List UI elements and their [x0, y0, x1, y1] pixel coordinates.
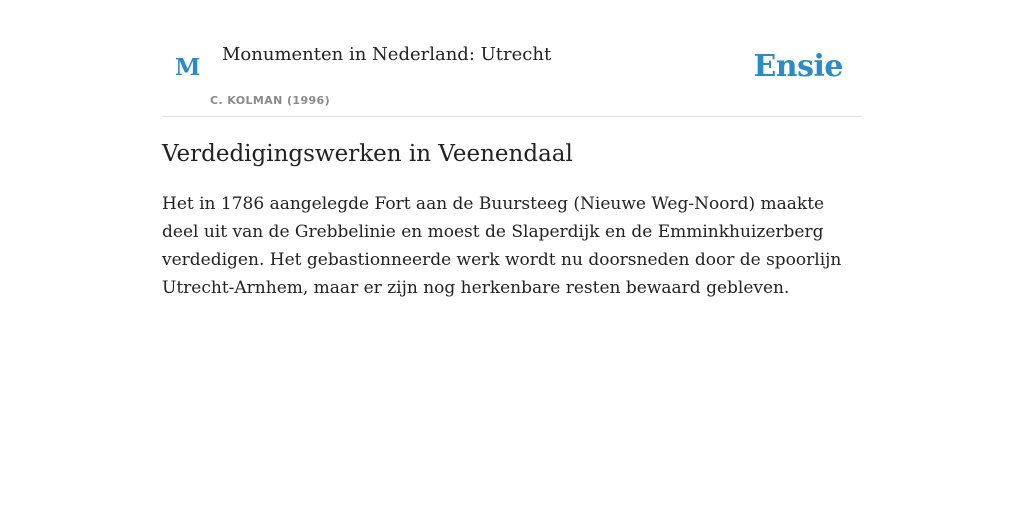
source-logo[interactable]: M: [175, 54, 201, 81]
article-title: Verdedigingswerken in Veenendaal: [162, 141, 573, 167]
article-header: [162, 0, 862, 117]
book-title[interactable]: Monumenten in Nederland: Utrecht: [222, 44, 552, 65]
article-content: [162, 138, 862, 302]
article-body: Het in 1786 aangelegde Fort aan de Buursteeg (Nieuwe Weg-Noord) maakte deel uit van de Grebbelinie en moest de Slaperdijk en de Emminkhuizerberg verdedigen. Het gebastionneerde werk wordt nu doorsneden door de spoorlijn Utrecht-Arnhem, maar er zijn nog herkenbare resten bewaard gebleven.: [162, 194, 842, 298]
ensie-logo[interactable]: Ensie: [753, 49, 843, 84]
book-author: C. KOLMAN (1996): [210, 94, 331, 107]
